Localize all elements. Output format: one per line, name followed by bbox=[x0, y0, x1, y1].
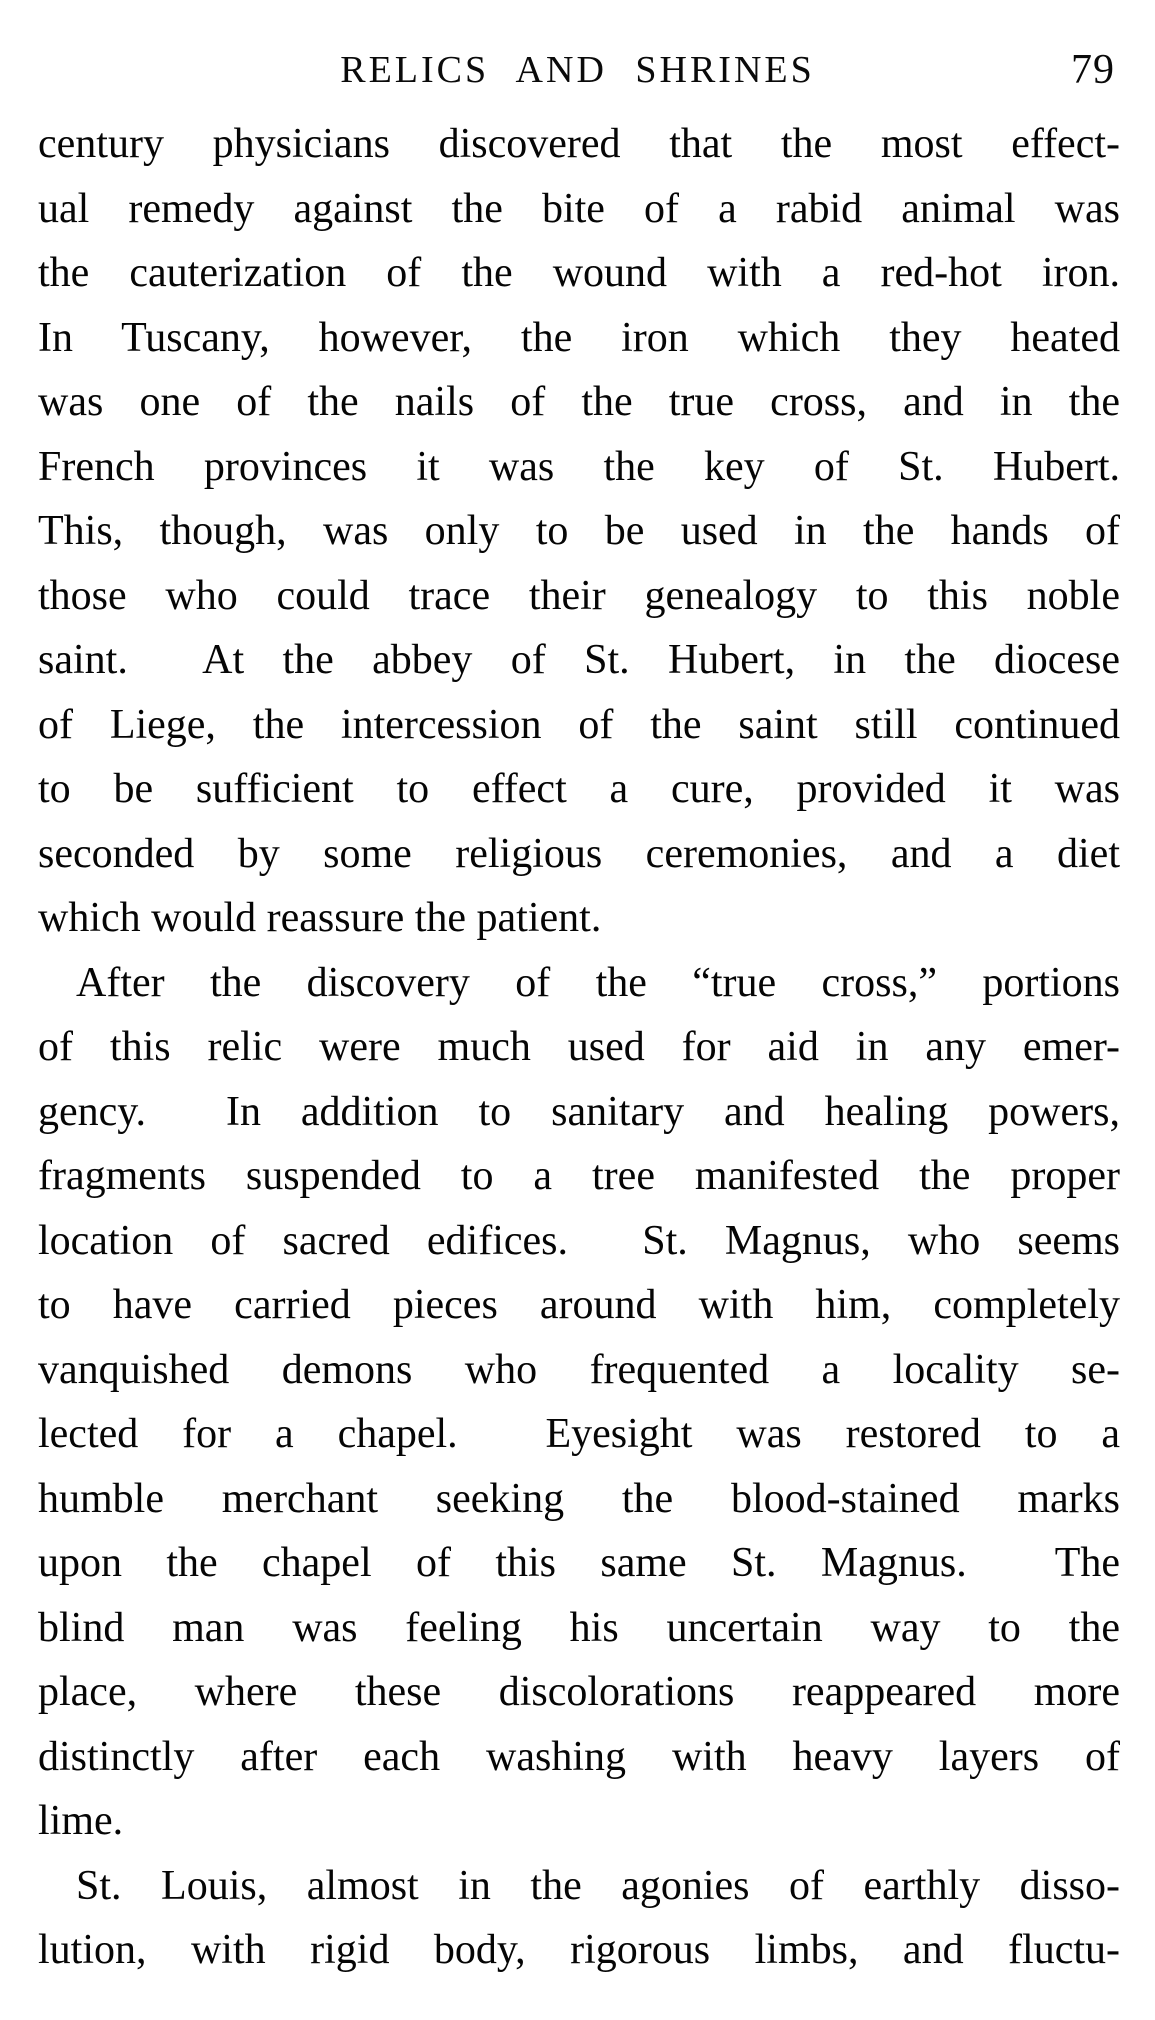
text-line: distinctly after each washing with heavy layers of bbox=[38, 1733, 1120, 1780]
text-line: which would reassure the patient. bbox=[38, 895, 602, 941]
text-line: to have carried pieces around with him, completely bbox=[38, 1282, 1120, 1328]
text-line: location of sacred edifices. St. Magnus, who seems bbox=[38, 1217, 1120, 1264]
text-line: This, though, was only to be used in the hands of bbox=[38, 508, 1120, 554]
paragraph bbox=[38, 1854, 1120, 1983]
text-line: ual remedy against the bite of a rabid animal was bbox=[38, 185, 1120, 232]
text-line: fragments suspended to a tree manifested the proper bbox=[38, 1153, 1120, 1199]
text-line: seconded by some religious ceremonies, and a diet bbox=[38, 830, 1120, 877]
text-block bbox=[38, 112, 1120, 1983]
text-line: lution, with rigid body, rigorous limbs, and fluctu- bbox=[38, 1927, 1120, 1973]
paragraph bbox=[38, 112, 1120, 951]
header-title: RELICS AND SHRINES bbox=[340, 49, 815, 91]
running-header bbox=[0, 48, 1155, 98]
text-line: place, where these discolorations reappeared more bbox=[38, 1669, 1120, 1715]
text-line: of Liege, the intercession of the saint still continued bbox=[38, 701, 1120, 748]
text-line: After the discovery of the “true cross,” portions bbox=[76, 959, 1120, 1006]
text-line: blind man was feeling his uncertain way to the bbox=[38, 1604, 1120, 1651]
text-line: saint. At the abbey of St. Hubert, in the diocese bbox=[38, 637, 1120, 683]
paragraph bbox=[38, 951, 1120, 1854]
text-line: vanquished demons who frequented a locality se- bbox=[38, 1346, 1120, 1393]
text-line: In Tuscany, however, the iron which they heated bbox=[38, 314, 1120, 361]
text-line: gency. In addition to sanitary and healing powers, bbox=[38, 1088, 1120, 1135]
text-line: lime. bbox=[38, 1798, 124, 1844]
text-line: humble merchant seeking the blood-stained marks bbox=[38, 1475, 1120, 1522]
page-number: 79 bbox=[1071, 47, 1115, 93]
text-line: was one of the nails of the true cross, and in the bbox=[38, 379, 1120, 425]
text-line: those who could trace their genealogy to this noble bbox=[38, 572, 1120, 619]
text-line: to be sufficient to effect a cure, provided it was bbox=[38, 766, 1120, 812]
text-line: the cauterization of the wound with a red-hot iron. bbox=[38, 250, 1120, 296]
text-line: St. Louis, almost in the agonies of earthly disso- bbox=[76, 1862, 1120, 1909]
text-line: upon the chapel of this same St. Magnus. The bbox=[38, 1540, 1120, 1586]
text-line: lected for a chapel. Eyesight was restored to a bbox=[38, 1411, 1120, 1457]
text-line: century physicians discovered that the most effect- bbox=[38, 121, 1120, 167]
text-line: of this relic were much used for aid in any emer- bbox=[38, 1024, 1120, 1070]
text-line: French provinces it was the key of St. Hubert. bbox=[38, 443, 1120, 490]
